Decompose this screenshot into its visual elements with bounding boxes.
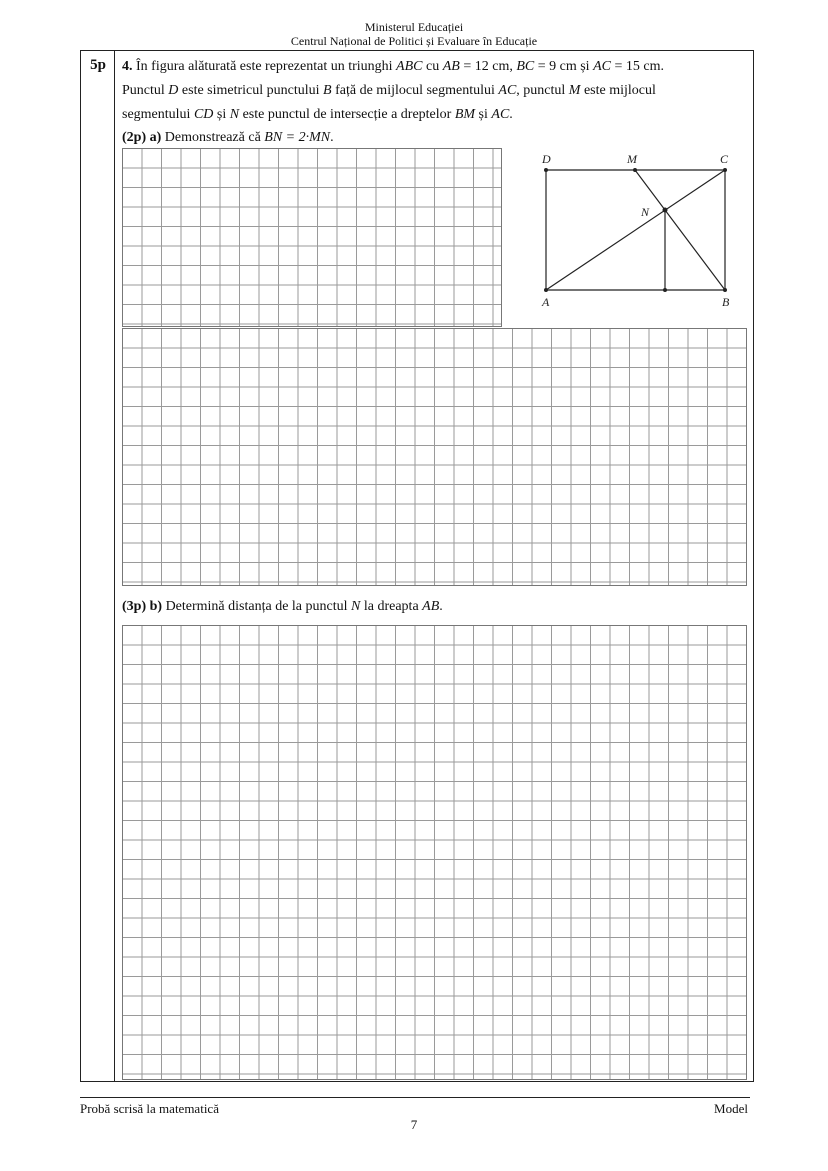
text-fragment: la dreapta <box>360 599 423 614</box>
answer-grid-a-small[interactable] <box>122 148 502 327</box>
header-center: Centrul Național de Politici și Evaluare în Educație <box>290 34 538 48</box>
score-column-divider <box>114 50 115 1082</box>
label-m: M <box>627 152 637 166</box>
frame-bottom-border <box>80 1081 754 1082</box>
text-fragment: Determină distanța de la punctul <box>162 599 352 614</box>
point-b-dot <box>723 288 727 292</box>
problem-number: 4. <box>122 59 133 74</box>
bc-value: = 9 cm <box>534 59 577 74</box>
problem-line-2 <box>122 79 656 103</box>
point-n-dot <box>663 208 668 213</box>
part-b-statement <box>122 595 443 619</box>
point-c-dot <box>723 168 727 172</box>
segment-ab: AB <box>442 59 460 74</box>
part-a-expression: BN = 2·MN <box>264 130 331 145</box>
part-b-points: (3p) b) <box>122 599 163 614</box>
point-n: N <box>229 107 240 122</box>
text-fragment: Demonstrează că <box>161 130 265 145</box>
diagonal-ac <box>546 170 725 290</box>
frame-top-border <box>80 50 754 51</box>
ac-value: = 15 cm. <box>610 59 664 74</box>
point-b: B <box>323 83 332 98</box>
segment-mb <box>635 170 725 290</box>
label-a: A <box>542 295 550 309</box>
point-m-dot <box>633 168 637 172</box>
line-bm: BM <box>454 107 476 122</box>
text-fragment: În figura alăturată este reprezentat un triunghi <box>132 59 397 74</box>
problem-line-1 <box>122 55 664 79</box>
foot-dot <box>663 288 667 292</box>
point-n: N <box>351 599 361 614</box>
text-fragment: și <box>576 59 594 74</box>
line-ac: AC <box>491 107 510 122</box>
part-a-points: (2p) a) <box>122 130 162 145</box>
line-ab: AB <box>422 599 440 614</box>
point-d-dot <box>544 168 548 172</box>
frame-left-border <box>80 50 81 1082</box>
segment-ac: AC <box>498 83 517 98</box>
segment-cd: CD <box>193 107 214 122</box>
text-fragment: . <box>439 599 443 614</box>
point-m: M <box>568 83 581 98</box>
triangle-name: ABC <box>396 59 423 74</box>
score-label: 5p <box>90 57 106 73</box>
label-b: B <box>722 295 730 309</box>
text-fragment: . <box>330 130 334 145</box>
page-number: 7 <box>410 1117 418 1132</box>
text-fragment: și <box>475 107 492 122</box>
geometry-figure <box>530 148 750 318</box>
point-a-dot <box>544 288 548 292</box>
text-fragment: este mijlocul <box>580 83 656 98</box>
label-d: D <box>542 152 551 166</box>
answer-grid-b[interactable] <box>122 625 747 1080</box>
answer-grid-a-wide[interactable] <box>122 328 747 586</box>
text-fragment: este punctul de intersecție a dreptelor <box>239 107 455 122</box>
text-fragment: Punctul <box>122 83 169 98</box>
header-ministry: Ministerul Educației <box>364 20 464 34</box>
footer-subject: Probă scrisă la matematică <box>80 1101 219 1116</box>
ab-value: = 12 cm, <box>459 59 517 74</box>
text-fragment: este simetricul punctului <box>178 83 324 98</box>
text-fragment: și <box>213 107 230 122</box>
text-fragment: segmentului <box>122 107 194 122</box>
label-n: N <box>641 205 650 219</box>
label-c: C <box>720 152 729 166</box>
footer-rule <box>80 1097 750 1098</box>
frame-right-border <box>753 50 754 1082</box>
text-fragment: . <box>509 107 513 122</box>
footer-model: Model <box>714 1101 748 1116</box>
text-fragment: cu <box>422 59 443 74</box>
segment-bc: BC <box>516 59 535 74</box>
point-d: D <box>168 83 179 98</box>
text-fragment: față de mijlocul segmentului <box>331 83 499 98</box>
part-a-statement <box>122 126 334 150</box>
segment-ac: AC <box>593 59 611 74</box>
text-fragment: , punctul <box>516 83 569 98</box>
problem-line-3 <box>122 103 513 127</box>
